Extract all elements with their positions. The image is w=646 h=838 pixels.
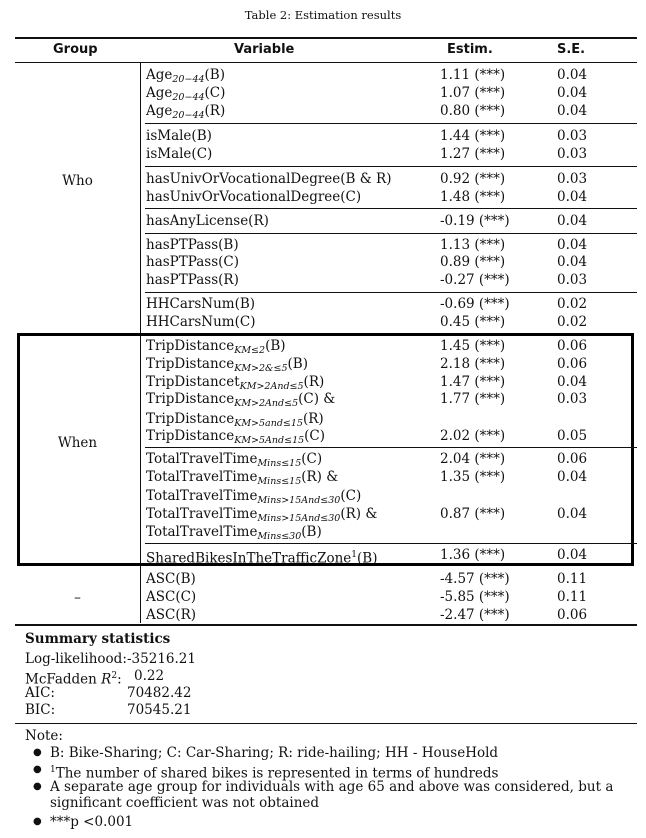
table-row: hasPTPass(R) bbox=[146, 272, 239, 288]
estim-cell: 1.27 (***) bbox=[440, 146, 506, 162]
se-cell: 0.04 bbox=[557, 213, 588, 229]
se-cell: 0.04 bbox=[557, 103, 588, 119]
table-caption: Table 2: Estimation results bbox=[244, 8, 402, 22]
table-row: hasUnivOrVocationalDegree(C) bbox=[146, 189, 362, 205]
estim-cell: 0.89 (***) bbox=[440, 254, 506, 270]
estim-cell: 2.04 (***) bbox=[440, 451, 506, 467]
group-when: When bbox=[57, 435, 98, 451]
se-cell: 0.04 bbox=[557, 374, 588, 390]
row-divider bbox=[145, 166, 637, 167]
table-row: TripDistance$_{KM\le 2}$(B) bbox=[146, 338, 286, 356]
se-cell: 0.06 bbox=[557, 356, 588, 372]
note-title: Note: bbox=[25, 728, 63, 744]
table-row: TotalTravelTime$_{Mins\le 15}$(C) bbox=[146, 451, 323, 469]
table-row: Age$_{20-44}$(B) bbox=[146, 67, 225, 85]
estim-cell: -0.27 (***) bbox=[440, 272, 510, 288]
se-cell: 0.04 bbox=[557, 67, 588, 83]
table-row: TripDistance$_{KM>5And\le 15}$(C) bbox=[146, 428, 326, 446]
se-cell: 0.05 bbox=[557, 428, 588, 444]
estim-cell: 1.48 (***) bbox=[440, 189, 506, 205]
bullet-icon: ● bbox=[33, 781, 42, 792]
se-cell: 0.04 bbox=[557, 547, 588, 563]
table-row: TotalTravelTime$_{Mins>15And\le 30}$(C) bbox=[146, 488, 362, 506]
table-row: TotalTravelTime$_{Mins>15And\le 30}$(R) & bbox=[146, 506, 378, 524]
se-cell: 0.04 bbox=[557, 469, 588, 485]
header-variable: Variable bbox=[234, 42, 295, 57]
se-cell: 0.03 bbox=[557, 128, 588, 144]
bullet-icon: ● bbox=[33, 764, 42, 775]
bic-label: BIC: bbox=[25, 702, 56, 718]
bic-value: 70545.21 bbox=[127, 702, 192, 718]
se-cell: 0.06 bbox=[557, 451, 588, 467]
table-row: hasAnyLicense(R) bbox=[146, 213, 269, 229]
estim-cell: -4.57 (***) bbox=[440, 571, 510, 587]
row-divider bbox=[145, 447, 637, 448]
estim-cell: 1.13 (***) bbox=[440, 237, 506, 253]
se-cell: 0.04 bbox=[557, 85, 588, 101]
row-divider bbox=[145, 123, 637, 124]
aic-value: 70482.42 bbox=[127, 685, 192, 701]
when-highlight-box bbox=[17, 333, 634, 566]
note-item: A separate age group for individuals with age 65 and above was considered, but a significant coefficient was not obtained bbox=[50, 779, 614, 811]
table-row: TotalTravelTime$_{Mins\le 30}$(B) bbox=[146, 524, 322, 542]
note-item: B: Bike-Sharing; C: Car-Sharing; R: ride-hailing; HH - HouseHold bbox=[50, 745, 499, 761]
table-row: ASC(B) bbox=[146, 571, 196, 587]
loglik-value: -35216.21 bbox=[127, 651, 196, 667]
table-row: isMale(B) bbox=[146, 128, 212, 144]
table-row: isMale(C) bbox=[146, 146, 213, 162]
estim-cell: 0.92 (***) bbox=[440, 171, 506, 187]
bottom-rule bbox=[15, 624, 637, 626]
estim-cell: 1.44 (***) bbox=[440, 128, 506, 144]
se-cell: 0.03 bbox=[557, 146, 588, 162]
se-cell: 0.06 bbox=[557, 338, 588, 354]
group-none: – bbox=[74, 590, 81, 606]
table-row: TripDistance$_{KM>2And\le 5}$(C) & bbox=[146, 391, 336, 409]
bullet-icon: ● bbox=[33, 816, 42, 827]
note-item: $^1$The number of shared bikes is represented in terms of hundreds bbox=[50, 765, 499, 782]
se-cell: 0.03 bbox=[557, 391, 588, 407]
se-cell: 0.04 bbox=[557, 237, 588, 253]
se-cell: 0.11 bbox=[557, 589, 588, 605]
row-divider bbox=[145, 208, 637, 209]
table-row: hasPTPass(C) bbox=[146, 254, 240, 270]
se-cell: 0.02 bbox=[557, 314, 588, 330]
estim-cell: 2.02 (***) bbox=[440, 428, 506, 444]
se-cell: 0.11 bbox=[557, 571, 588, 587]
estim-cell: 0.87 (***) bbox=[440, 506, 506, 522]
row-divider bbox=[145, 292, 637, 293]
row-divider bbox=[145, 233, 637, 234]
note-item: ***p <0.001 bbox=[50, 814, 134, 830]
top-rule bbox=[15, 37, 637, 39]
summary-title: Summary statistics bbox=[25, 631, 171, 647]
estim-cell: 1.45 (***) bbox=[440, 338, 506, 354]
table-row: TripDistancet$_{KM>2And\le 5}$(R) bbox=[146, 374, 325, 392]
table-row: Age$_{20-44}$(C) bbox=[146, 85, 226, 103]
table-row: TripDistance$_{KM>5and\le 15}$(R) bbox=[146, 411, 324, 429]
se-cell: 0.04 bbox=[557, 254, 588, 270]
table-row: TripDistance$_{KM>2\&\le 5}$(B) bbox=[146, 356, 308, 374]
estim-cell: -5.85 (***) bbox=[440, 589, 510, 605]
table-row: HHCarsNum(B) bbox=[146, 296, 256, 312]
mcfadden-label: McFadden $R^2$: bbox=[25, 671, 122, 688]
header-estim: Estim. bbox=[447, 42, 493, 57]
estim-cell: 1.36 (***) bbox=[440, 547, 506, 563]
table-row: ASC(R) bbox=[146, 607, 197, 623]
row-divider bbox=[145, 543, 637, 544]
se-cell: 0.04 bbox=[557, 506, 588, 522]
table-row: hasPTPass(B) bbox=[146, 237, 239, 253]
estim-cell: 1.11 (***) bbox=[440, 67, 506, 83]
loglik-label: Log-likelihood: bbox=[25, 651, 127, 667]
estim-cell: 1.47 (***) bbox=[440, 374, 506, 390]
header-rule bbox=[15, 62, 637, 63]
table-row: SharedBikesInTheTrafficZone$^1$(B) bbox=[146, 550, 378, 567]
se-cell: 0.03 bbox=[557, 171, 588, 187]
note-rule bbox=[15, 723, 637, 724]
mcfadden-value: 0.22 bbox=[134, 668, 165, 684]
se-cell: 0.02 bbox=[557, 296, 588, 312]
estim-cell: 2.18 (***) bbox=[440, 356, 506, 372]
table-row: Age$_{20-44}$(R) bbox=[146, 103, 226, 121]
table-row: TotalTravelTime$_{Mins\le 15}$(R) & bbox=[146, 469, 339, 487]
estim-cell: -2.47 (***) bbox=[440, 607, 510, 623]
se-cell: 0.03 bbox=[557, 272, 588, 288]
estim-cell: 1.77 (***) bbox=[440, 391, 506, 407]
estim-cell: 1.35 (***) bbox=[440, 469, 506, 485]
estim-cell: 0.80 (***) bbox=[440, 103, 506, 119]
header-se: S.E. bbox=[557, 42, 586, 57]
aic-label: AIC: bbox=[25, 685, 55, 701]
se-cell: 0.06 bbox=[557, 607, 588, 623]
group-who: Who bbox=[62, 173, 93, 189]
header-group: Group bbox=[53, 42, 98, 57]
bullet-icon: ● bbox=[33, 747, 42, 758]
estim-cell: -0.19 (***) bbox=[440, 213, 510, 229]
se-cell: 0.04 bbox=[557, 189, 588, 205]
estim-cell: 1.07 (***) bbox=[440, 85, 506, 101]
table-row: HHCarsNum(C) bbox=[146, 314, 256, 330]
table-row: hasUnivOrVocationalDegree(B & R) bbox=[146, 171, 392, 187]
estim-cell: -0.69 (***) bbox=[440, 296, 510, 312]
estim-cell: 0.45 (***) bbox=[440, 314, 506, 330]
table-row: ASC(C) bbox=[146, 589, 197, 605]
